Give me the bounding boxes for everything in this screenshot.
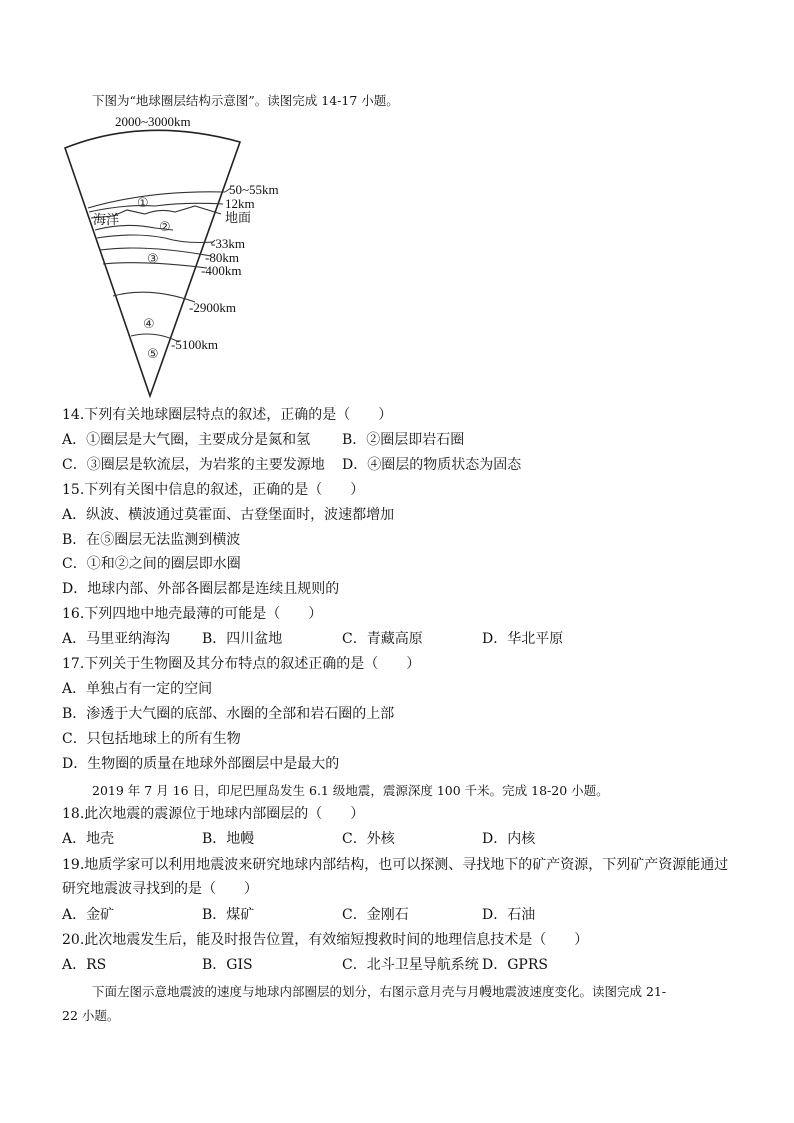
layer-marker-4: ④ [143,317,155,332]
boundary-moho [97,235,213,243]
intro-text-14-17: 下图为“地球圈层结构示意图”。读图完成 14-17 小题。 [92,93,399,108]
label-ground: 地面 [225,210,252,225]
q18-option-c[interactable]: C．外核 [342,831,395,847]
q15-option-b[interactable]: B．在⑤圈层无法监测到横波 [62,532,241,548]
q19-option-d[interactable]: D．石油 [482,907,536,923]
q16-option-c[interactable]: C．青藏高原 [342,631,423,647]
label-minus-2900km: -2900km [189,300,236,315]
q20-option-d[interactable]: D．GPRS [482,957,548,973]
label-50-55km: 50~55km [229,182,279,197]
layer-marker-5: ⑤ [147,347,159,362]
intro-text-18-20: 2019 年 7 月 16 日，印尼巴厘岛发生 6.1 级地震，震源深度 100 千米。完成 18-20 小题。 [92,783,609,798]
label-ocean: 海洋 [93,212,120,227]
q15-option-a[interactable]: A．纵波、横波通过莫霍面、古登堡面时，波速都增加 [62,507,395,523]
label-minus-5100km: -5100km [171,337,218,352]
layer-marker-1: ① [137,196,149,211]
label-top-width: 2000~3000km [115,114,191,129]
question-18-stem: 18.此次地震的震源位于地球内部圈层的（ ） [62,806,365,822]
q16-option-b[interactable]: B．四川盆地 [202,631,283,647]
label-minus-80km: -80km [205,250,239,265]
q20-option-b[interactable]: B．GIS [202,957,253,973]
q19-option-b[interactable]: B．煤矿 [202,907,255,923]
q14-option-b[interactable]: B．②圈层即岩石圈 [342,432,465,448]
q20-option-c[interactable]: C．北斗卫星导航系统 [342,957,479,973]
boundary-gutenberg [113,292,195,302]
q17-option-b[interactable]: B．渗透于大气圈的底部、水圈的全部和岩石圈的上部 [62,706,395,722]
q18-option-d[interactable]: D．内核 [482,831,536,847]
q18-option-a[interactable]: A．地壳 [62,831,115,847]
q17-option-d[interactable]: D．生物圈的质量在地球外部圈层中是最大的 [62,756,340,772]
question-17-stem: 17.下列关于生物圈及其分布特点的叙述正确的是（ ） [62,656,421,672]
q18-option-b[interactable]: B．地幔 [202,831,255,847]
label-minus-400km: -400km [201,263,242,278]
layer-marker-2: ② [159,220,171,235]
question-20-stem: 20.此次地震发生后，能及时报告位置，有效缩短搜救时间的地理信息技术是（ ） [62,932,589,948]
question-15-stem: 15.下列有关图中信息的叙述，正确的是（ ） [62,482,365,498]
q17-option-a[interactable]: A．单独占有一定的空间 [62,681,213,697]
label-minus-33km: -33km [211,236,245,251]
intro-text-21-22-cont: 22 小题。 [62,1008,120,1023]
question-16-stem: 16.下列四地中地壳最薄的可能是（ ） [62,606,323,622]
question-19-stem-cont: 研究地震波寻找到的是（ ） [62,881,258,897]
q17-option-c[interactable]: C．只包括地球上的所有生物 [62,731,241,747]
q14-option-d[interactable]: D．④圈层的物质状态为固态 [342,457,522,473]
q19-option-c[interactable]: C．金刚石 [342,907,409,923]
intro-text-21-22: 下面左图示意地震波的速度与地球内部圈层的划分，右图示意月壳与月幔地震波速度变化。读图完成 21- [92,984,667,999]
q19-option-a[interactable]: A．金矿 [62,907,115,923]
q16-option-d[interactable]: D．华北平原 [482,631,564,647]
q20-option-a[interactable]: A．RS [62,957,107,973]
q15-option-c[interactable]: C．①和②之间的圈层即水圈 [62,556,241,572]
q16-option-a[interactable]: A．马里亚纳海沟 [62,631,171,647]
q14-option-a[interactable]: A．①圈层是大气圈，主要成分是氮和氢 [62,432,311,448]
question-14-stem: 14.下列有关地球圈层特点的叙述，正确的是（ ） [62,407,393,423]
earth-layer-diagram [55,112,315,402]
q15-option-d[interactable]: D．地球内部、外部各圈层都是连续且规则的 [62,581,340,597]
question-19-stem: 19.地质学家可以利用地震波来研究地球内部结构，也可以探测、寻找地下的矿产资源，下列矿产资源能通过 [62,857,729,873]
layer-marker-3: ③ [147,252,159,267]
q14-option-c[interactable]: C．③圈层是软流层，为岩浆的主要发源地 [62,457,325,473]
label-12km: 12km [225,196,255,211]
